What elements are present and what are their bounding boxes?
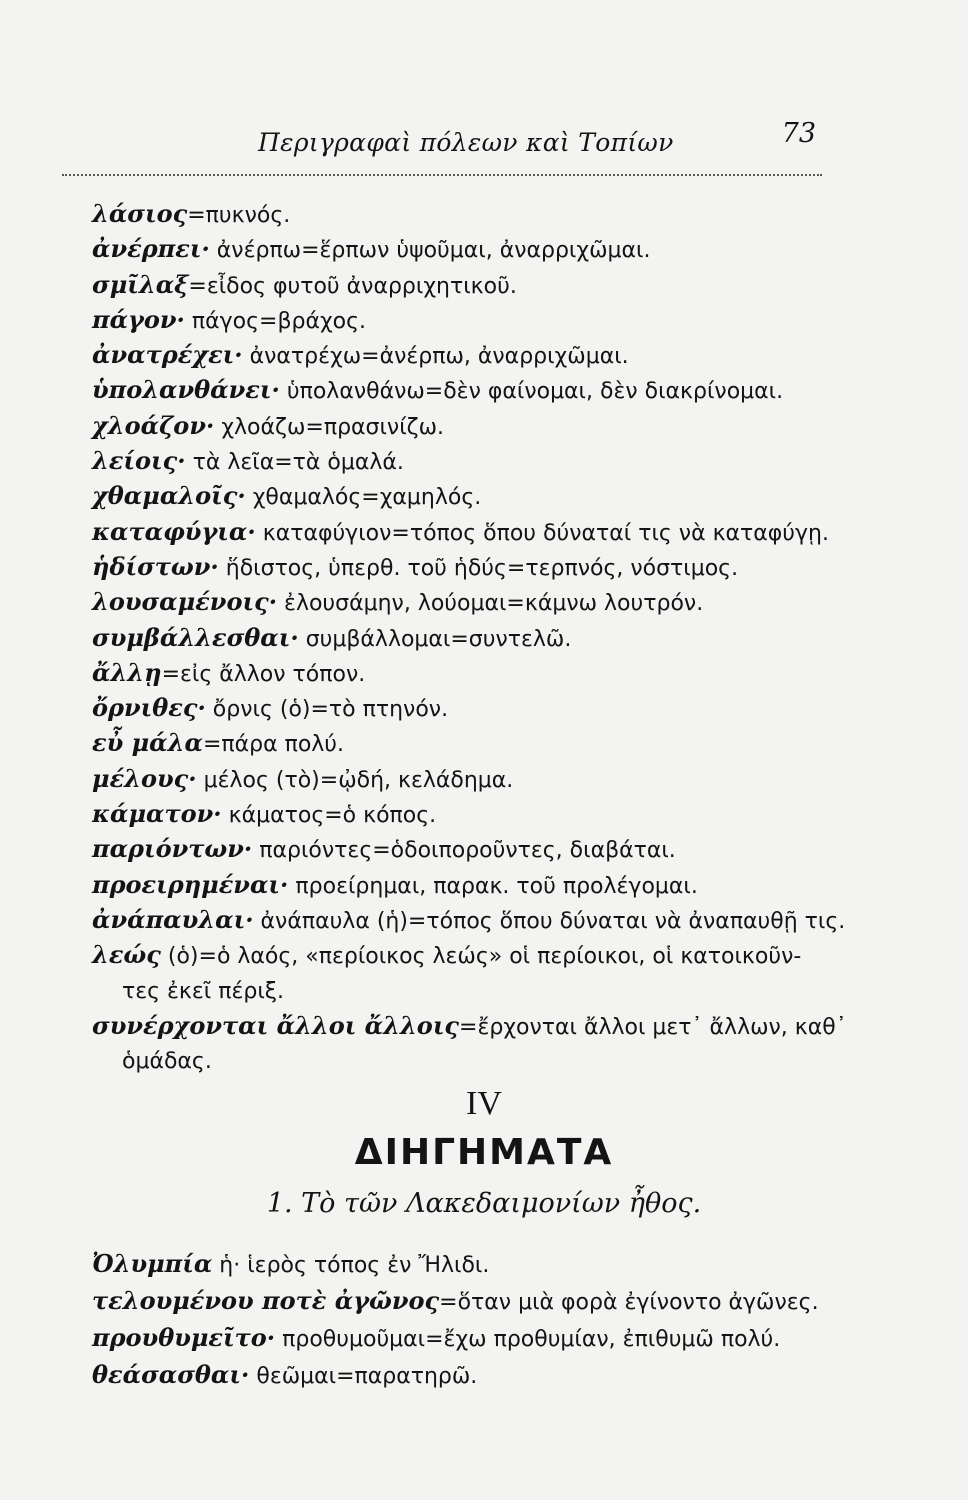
entry-term: ἡδίστων· [92, 551, 219, 581]
entry-term: ὑπολανθάνει· [92, 375, 280, 405]
entry-gloss: κάματος=ὁ κόπος. [221, 803, 437, 829]
entry-term: τελουμένου ποτὲ ἀγῶνος [92, 1286, 440, 1315]
entry-gloss: ἐλουσάμην, λούομαι=κάμνω λουτρόν. [277, 591, 704, 617]
glossary-entry [92, 549, 872, 584]
entry-term: λείοις· [92, 446, 186, 476]
entry-gloss: πάγος=βράχος. [184, 308, 367, 334]
entry-term: συνέρχονται ἄλλοι ἄλλοις [92, 1010, 460, 1040]
entry-term: ἀνατρέχει· [92, 340, 243, 370]
glossary-entry [92, 267, 872, 302]
entry-gloss: ἀνατρέχω=ἀνέρπω, ἀναρριχῶμαι. [242, 344, 629, 370]
glossary-entry [92, 831, 872, 866]
entry-term: λάσιος [92, 199, 188, 228]
entry-gloss: ἀνέρπω=ἕρπων ὑψοῦμαι, ἀναρριχῶμαι. [209, 238, 651, 264]
entry-gloss: =ἔρχονται ἄλλοι μετ᾽ ἄλλων, καθ᾽ [459, 1014, 847, 1040]
glossary-entry [92, 867, 872, 902]
entry-gloss: τὰ λεῖα=τὰ ὁμαλά. [185, 450, 404, 476]
entry-gloss: ἥδιστος, ὑπερθ. τοῦ ἡδύς=τερπνός, νόστιμος. [218, 555, 739, 581]
entry-term: εὖ μάλα [92, 728, 203, 758]
entry-term: Ὀλυμπία [92, 1249, 213, 1278]
glossary-entry [92, 725, 872, 760]
glossary-entry [92, 937, 872, 972]
entry-gloss: =ὅταν μιὰ φορὰ ἐγίνοντο ἀγῶνες. [439, 1290, 819, 1315]
entry-gloss: μέλος (τὸ)=ᾠδή, κελάδημα. [196, 767, 514, 793]
entry-term: λεώς [92, 940, 161, 970]
entry-gloss: χθαμαλός=χαμηλός. [245, 485, 482, 511]
page-number: 73 [781, 118, 816, 149]
entry-term: παριόντων· [92, 834, 253, 864]
entry-term: ἀνέρπει· [92, 234, 210, 264]
entry-gloss: =εἰς ἄλλον τόπον. [161, 661, 366, 687]
section-title: 1. Τὸ τῶν Λακεδαιμονίων ἦθος. [266, 1188, 702, 1219]
glossary-entry [92, 443, 872, 478]
glossary-list [92, 196, 872, 1078]
entry-gloss: =πάρα πολύ. [202, 732, 345, 758]
glossary-entry [92, 1245, 872, 1282]
entry-gloss: ἡ· ἱερὸς τόπος ἐν Ἤλιδι. [212, 1253, 490, 1278]
entry-term: μέλους· [92, 763, 197, 793]
glossary-entry [92, 1282, 872, 1319]
running-title: Περιγραφαὶ πόλεων καὶ Τοπίων [258, 128, 674, 157]
entry-term: ἄλλῃ [92, 657, 162, 687]
glossary-entry [92, 620, 872, 655]
entry-gloss: ὄρνις (ὁ)=τὸ πτηνόν. [205, 697, 449, 723]
glossary-list-2 [92, 1245, 872, 1393]
entry-term: καταφύγια· [92, 516, 256, 546]
glossary-entry [92, 1356, 872, 1393]
entry-term: συμβάλλεσθαι· [92, 622, 299, 652]
glossary-entry [92, 902, 872, 937]
glossary-entry [92, 1319, 872, 1356]
glossary-entry [92, 1008, 872, 1043]
entry-term: προειρημέναι· [92, 869, 289, 899]
entry-term: χθαμαλοῖς· [92, 481, 246, 511]
glossary-entry [92, 478, 872, 513]
entry-term: χλοάζον· [92, 410, 215, 440]
glossary-entry [92, 690, 872, 725]
glossary-entry [92, 655, 872, 690]
entry-gloss: ὁμάδας. [122, 1049, 212, 1075]
glossary-entry [92, 196, 872, 231]
entry-gloss: καταφύγιον=τόπος ὅπου δύναταί τις νὰ καταφύγῃ. [255, 520, 829, 546]
entry-term: ὄρνιθες· [92, 693, 206, 723]
entry-term: λουσαμένοις· [92, 587, 278, 617]
entry-term: σμῖλαξ [92, 269, 189, 299]
glossary-entry [92, 372, 872, 407]
entry-term: κάματον· [92, 799, 222, 829]
entry-gloss: ἀνάπαυλα (ἡ)=τόπος ὅπου δύναται νὰ ἀναπαυθῇ τις. [253, 908, 846, 934]
entry-term: θεάσασθαι· [92, 1360, 250, 1389]
glossary-entry [92, 337, 872, 372]
entry-gloss: =πυκνός. [187, 203, 291, 228]
glossary-entry [92, 584, 872, 619]
chapter-numeral: IV [466, 1085, 502, 1122]
entry-gloss: θεῶμαι=παρατηρῶ. [249, 1364, 478, 1389]
glossary-entry [92, 1043, 872, 1078]
entry-gloss: προθυμοῦμαι=ἔχω προθυμίαν, ἐπιθυμῶ πολύ. [275, 1327, 781, 1352]
entry-gloss: χλοάζω=πρασινίζω. [214, 414, 445, 440]
running-header [62, 118, 822, 176]
entry-term: πάγον· [92, 304, 185, 334]
glossary-entry [92, 761, 872, 796]
entry-term: προυθυμεῖτο· [92, 1323, 276, 1352]
glossary-entry [92, 408, 872, 443]
glossary-entry [92, 973, 872, 1008]
entry-gloss: συμβάλλομαι=συντελῶ. [298, 626, 572, 652]
entry-gloss: (ὁ)=ὁ λαός, «περίοικος λεώς» οἱ περίοικοι, οἱ κατοικοῦν- [160, 944, 802, 970]
chapter-title: ΔΙΗΓΗΜΑΤΑ [354, 1132, 614, 1173]
entry-gloss: προείρημαι, παρακ. τοῦ προλέγομαι. [288, 873, 698, 899]
glossary-entry [92, 231, 872, 266]
entry-term: ἀνάπαυλαι· [92, 904, 254, 934]
entry-gloss: τες ἐκεῖ πέριξ. [122, 978, 285, 1004]
entry-gloss: ὑπολανθάνω=δὲν φαίνομαι, δὲν διακρίνομαι. [279, 379, 784, 405]
glossary-entry [92, 514, 872, 549]
glossary-entry [92, 796, 872, 831]
entry-gloss: παριόντες=ὁδοιποροῦντες, διαβάται. [252, 838, 676, 864]
entry-gloss: =εἶδος φυτοῦ ἀναρριχητικοῦ. [188, 273, 517, 299]
glossary-entry [92, 302, 872, 337]
